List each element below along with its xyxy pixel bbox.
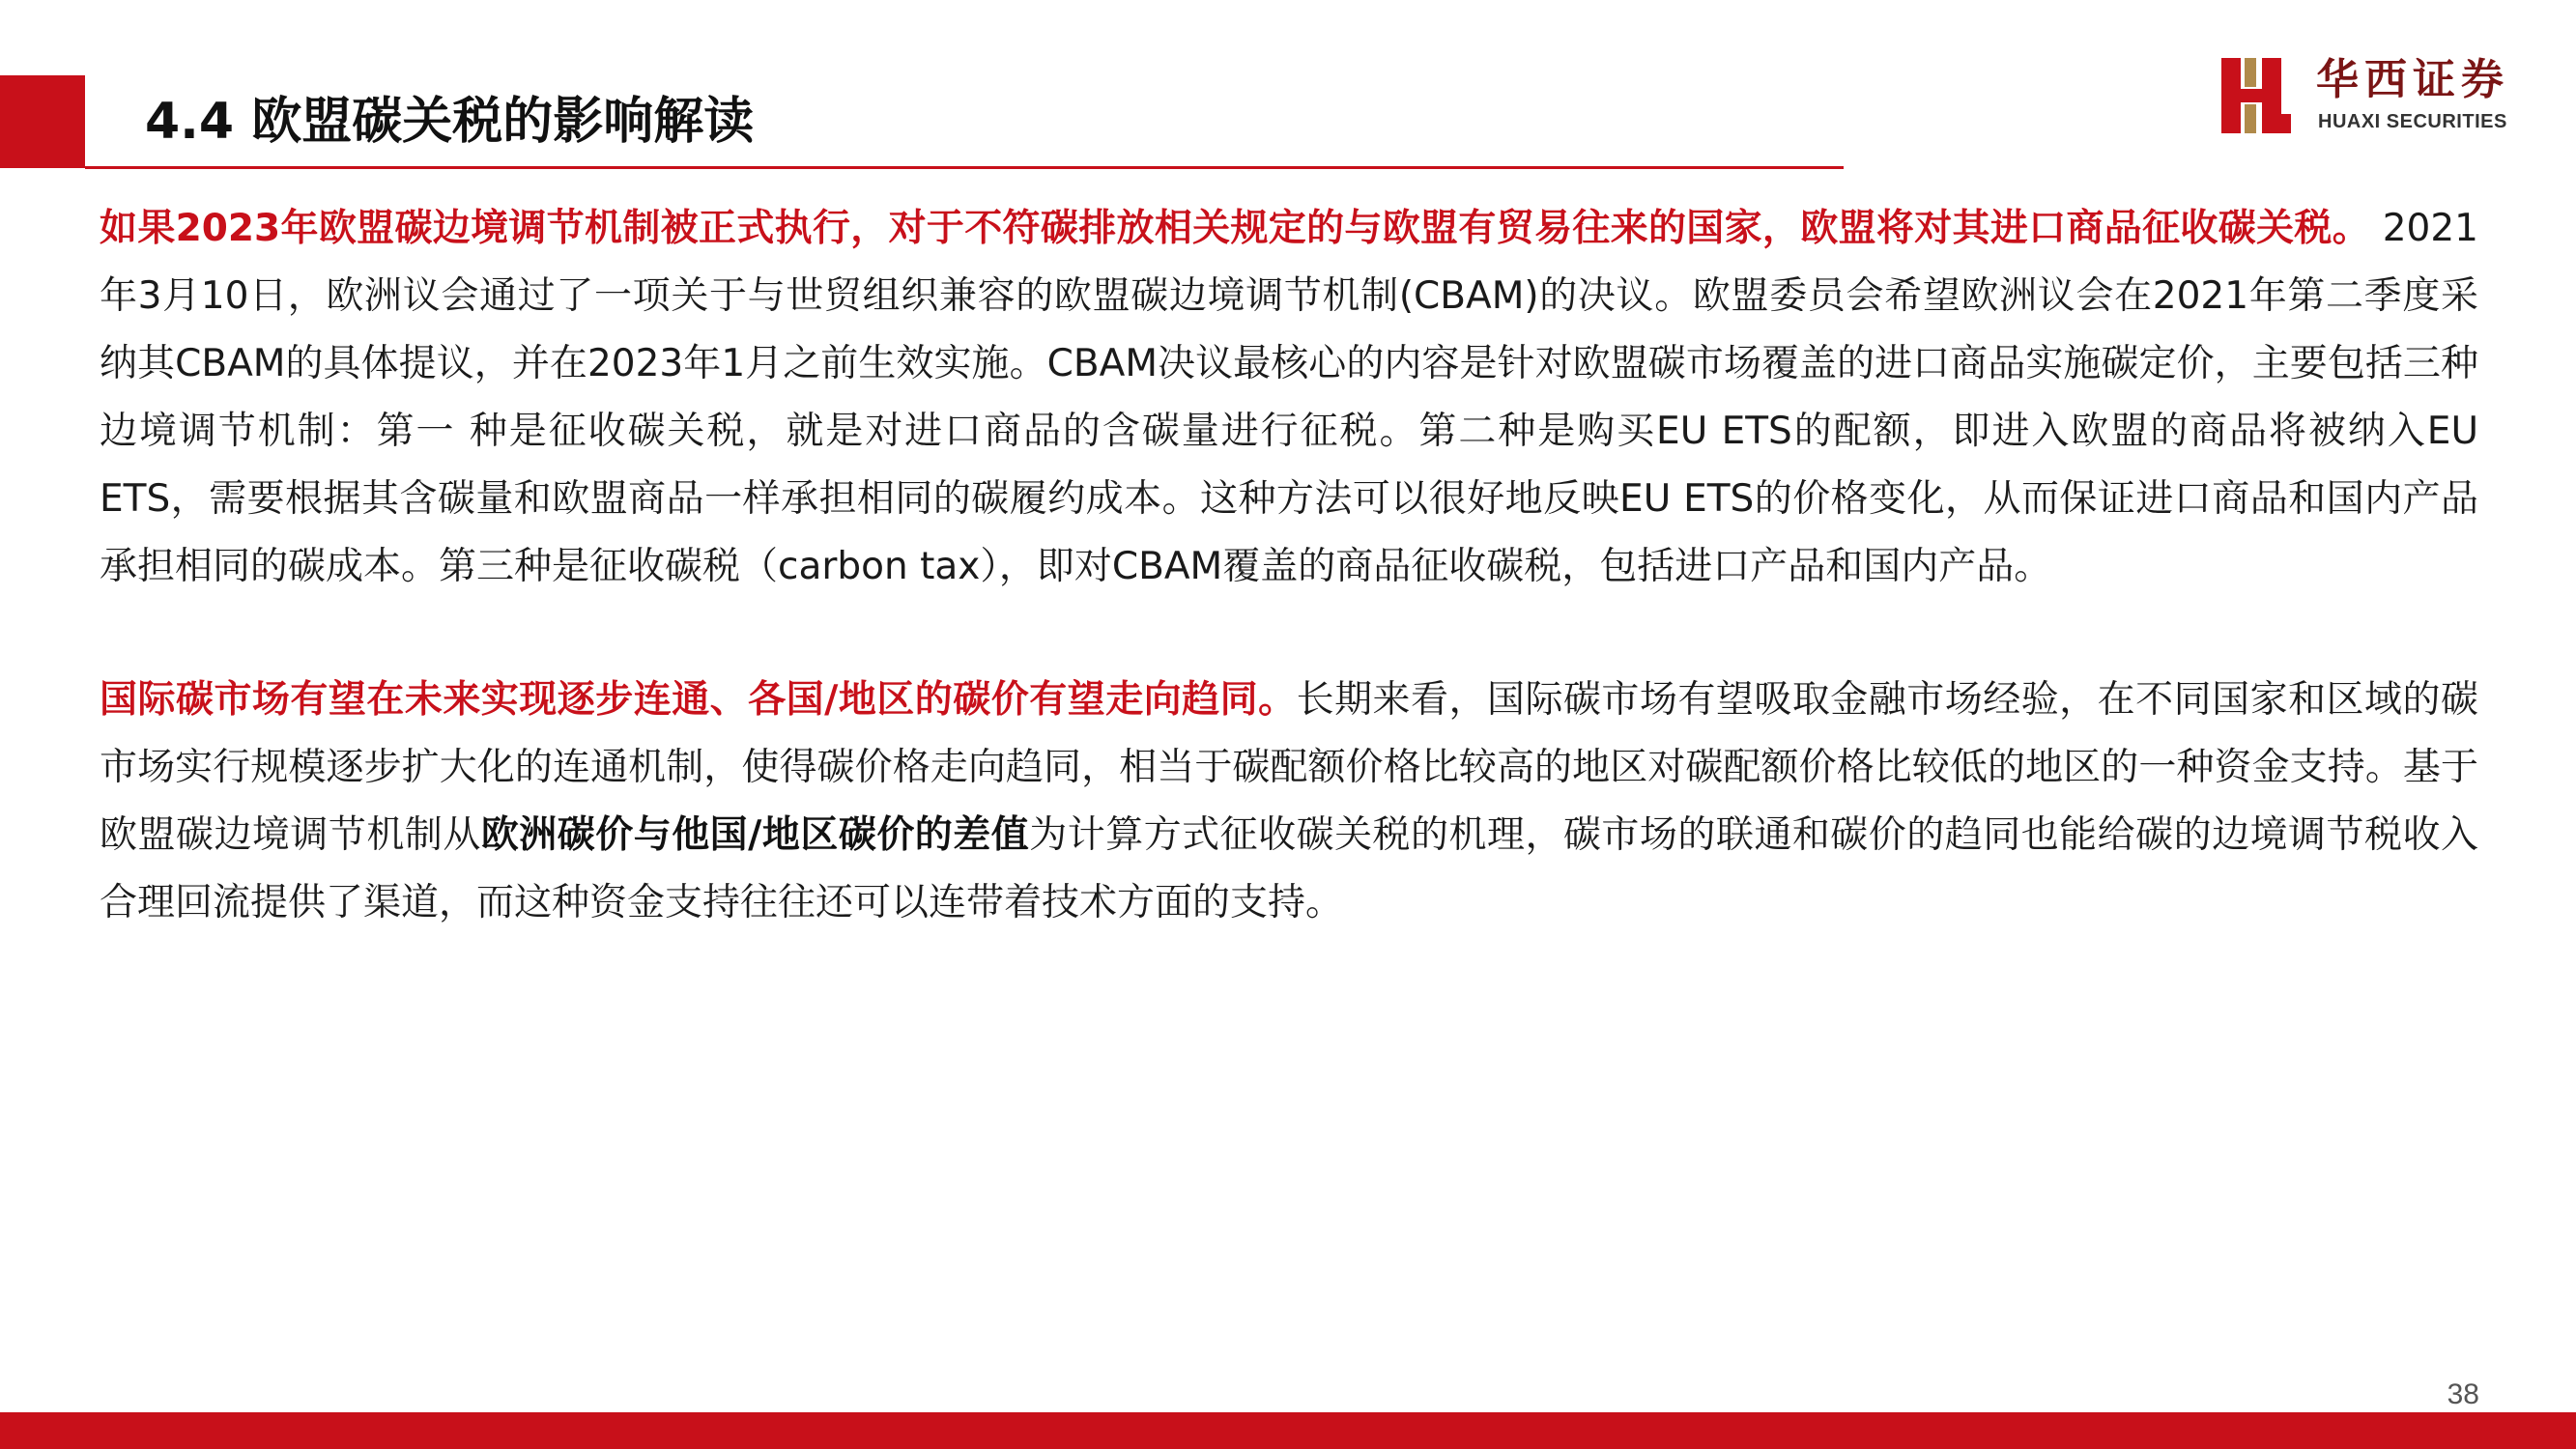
paragraph-body: 长期来看，国际碳市场有望吸取金融市场经验，在不同国家和区域的碳市场实行规模逐步扩大化的连通机制，使得碳价格走向趋同，相当于碳配额价格比较高的地区对碳配额价格比较低的地区的一种资金支持。基于欧盟碳边境调节机制从 — [100, 678, 2478, 857]
paragraph-carbon-market — [100, 667, 2478, 937]
page-number: 38 — [2447, 1378, 2479, 1410]
page-title: 4.4 欧盟碳关税的影响解读 — [145, 93, 755, 151]
main-content — [100, 195, 2478, 937]
title-divider — [85, 166, 1844, 169]
company-logo — [2218, 54, 2536, 137]
paragraph-emphasis: 欧洲碳价与他国/地区碳价的差值 — [480, 813, 1030, 857]
paragraph-highlight: 如果2023年欧盟碳边境调节机制被正式执行，对于不符碳排放相关规定的与欧盟有贸易往来的国家，欧盟将对其进口商品征收碳关税。 — [100, 207, 2371, 250]
logo-name-cn: 华西证券 — [2316, 55, 2509, 104]
footer-bar — [0, 1412, 2576, 1449]
huaxi-logo-mark-icon — [2218, 54, 2295, 137]
paragraph-body: 为计算方式征收碳关税的机理，碳市场的联通和碳价的趋同也能给碳的边境调节税收入合理回流提供了渠道，而这种资金支持往往还可以连带着技术方面的支持。 — [100, 813, 2478, 924]
logo-name-en: HUAXI SECURITIES — [2318, 111, 2507, 132]
paragraph-highlight: 国际碳市场有望在未来实现逐步连通、各国/地区的碳价有望走向趋同。 — [100, 678, 1297, 722]
paragraph-cbam — [100, 195, 2478, 601]
title-accent-block — [0, 75, 85, 168]
paragraph-body: 2021年3月10日，欧洲议会通过了一项关于与世贸组织兼容的欧盟碳边境调节机制(CBAM)的决议。欧盟委员会希望欧洲议会在2021年第二季度采纳其CBAM的具体提议，并在2023年1月之前生效实施。CBAM决议最核心的内容是针对欧盟碳市场覆盖的进口商品实施碳定价，主要包括三种边境调节机制：第一 种是征收碳关税，就是对进口商品的含碳量进行征税。第二种是购买EU ETS的配额，即进入欧盟的商品将被纳入EU ETS，需要根据其含碳量和欧盟商品一样承担相同的碳履约成本。这种方法可以很好地反映EU ETS的价格变化，从而保证进口商品和国内产品承担相同的碳成本。第三种是征收碳税（carbon tax），即对CBAM覆盖的商品征收碳税，包括进口产品和国内产品。 — [100, 207, 2478, 588]
